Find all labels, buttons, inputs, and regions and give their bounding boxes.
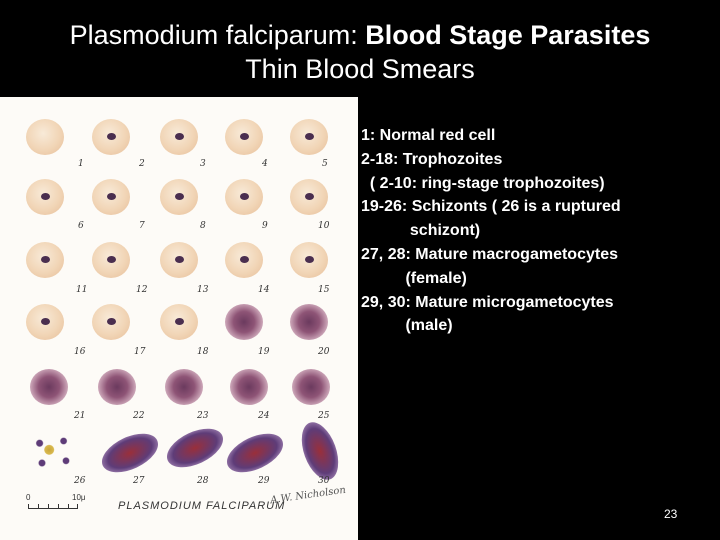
cell-number: 4 (262, 159, 268, 169)
red-cell (26, 304, 64, 340)
cell-number: 23 (197, 411, 209, 421)
red-cell (290, 179, 328, 215)
red-cell (92, 304, 130, 340)
cell-number: 29 (258, 476, 270, 486)
cell-number: 2 (139, 159, 145, 169)
cell-number: 8 (200, 221, 206, 231)
red-cell (26, 179, 64, 215)
red-cell (30, 369, 68, 405)
cell-number: 22 (133, 411, 145, 421)
slide-title (0, 18, 720, 86)
legend-line: (male) (361, 317, 453, 335)
cell-number: 19 (258, 347, 270, 357)
red-cell (225, 304, 263, 340)
legend-line: 2-18: Trophozoites (361, 150, 503, 168)
cell-number: 6 (78, 221, 84, 231)
cell-number: 17 (134, 347, 146, 357)
page-number: 23 (664, 507, 678, 521)
illustration-plate (0, 97, 358, 540)
cell-number: 10 (318, 221, 330, 231)
title-bold: Blood Stage Parasites (365, 20, 651, 50)
legend-line: 1: Normal red cell (361, 127, 496, 144)
red-cell (160, 242, 198, 278)
red-cell (92, 119, 130, 155)
red-cell (160, 179, 198, 215)
cell-number: 5 (322, 159, 328, 169)
cell-number: 28 (197, 476, 209, 486)
red-cell (96, 426, 164, 480)
red-cell (160, 119, 198, 155)
red-cell (290, 242, 328, 278)
cell-number: 27 (133, 476, 145, 486)
red-cell (92, 179, 130, 215)
red-cell (292, 369, 330, 405)
red-cell (26, 119, 64, 155)
cell-number: 18 (197, 347, 209, 357)
legend-line: (female) (361, 269, 467, 287)
legend (361, 124, 701, 338)
cell-number: 20 (318, 347, 330, 357)
cell-number: 16 (74, 347, 86, 357)
red-cell (225, 119, 263, 155)
title-line2: Thin Blood Smears (245, 54, 475, 84)
cell-number: 1 (78, 159, 84, 169)
legend-line: 27, 28: Mature macrogametocytes (361, 245, 618, 263)
cell-number: 24 (258, 411, 270, 421)
red-cell (92, 242, 130, 278)
red-cell (225, 179, 263, 215)
cell-number: 30 (318, 476, 330, 486)
cell-number: 9 (262, 221, 268, 231)
red-cell (290, 304, 328, 340)
plate-caption: PLASMODIUM FALCIPARUM (118, 500, 286, 512)
cell-number: 3 (200, 159, 206, 169)
scale-bar (28, 498, 78, 512)
cell-number: 15 (318, 285, 330, 295)
cell-number: 7 (139, 221, 145, 231)
red-cell (290, 119, 328, 155)
red-cell (26, 242, 64, 278)
scale-label-right: 10μ (72, 493, 86, 502)
legend-line: schizont) (361, 222, 481, 240)
title-plain: Plasmodium falciparum: (69, 20, 366, 50)
legend-line: ( 2-10: ring-stage trophozoites) (361, 174, 605, 192)
cell-number: 25 (318, 411, 330, 421)
legend-line: 29, 30: Mature microgametocytes (361, 293, 614, 311)
red-cell (225, 242, 263, 278)
scale-label-left: 0 (26, 493, 31, 502)
red-cell (165, 369, 203, 405)
artist-signature: A.W. Nicholson (269, 484, 347, 507)
red-cell (295, 417, 346, 484)
cell-number: 21 (74, 411, 86, 421)
red-cell (161, 421, 229, 475)
legend-line: 19-26: Schizonts ( 26 is a ruptured (361, 198, 621, 216)
cell-number: 12 (136, 285, 148, 295)
red-cell (160, 304, 198, 340)
red-cell (230, 369, 268, 405)
cell-number: 26 (74, 476, 86, 486)
red-cell (98, 369, 136, 405)
cell-number: 14 (258, 285, 270, 295)
red-cell (221, 426, 289, 480)
cell-number: 11 (76, 285, 88, 295)
cell-number: 13 (197, 285, 209, 295)
red-cell (30, 430, 78, 474)
